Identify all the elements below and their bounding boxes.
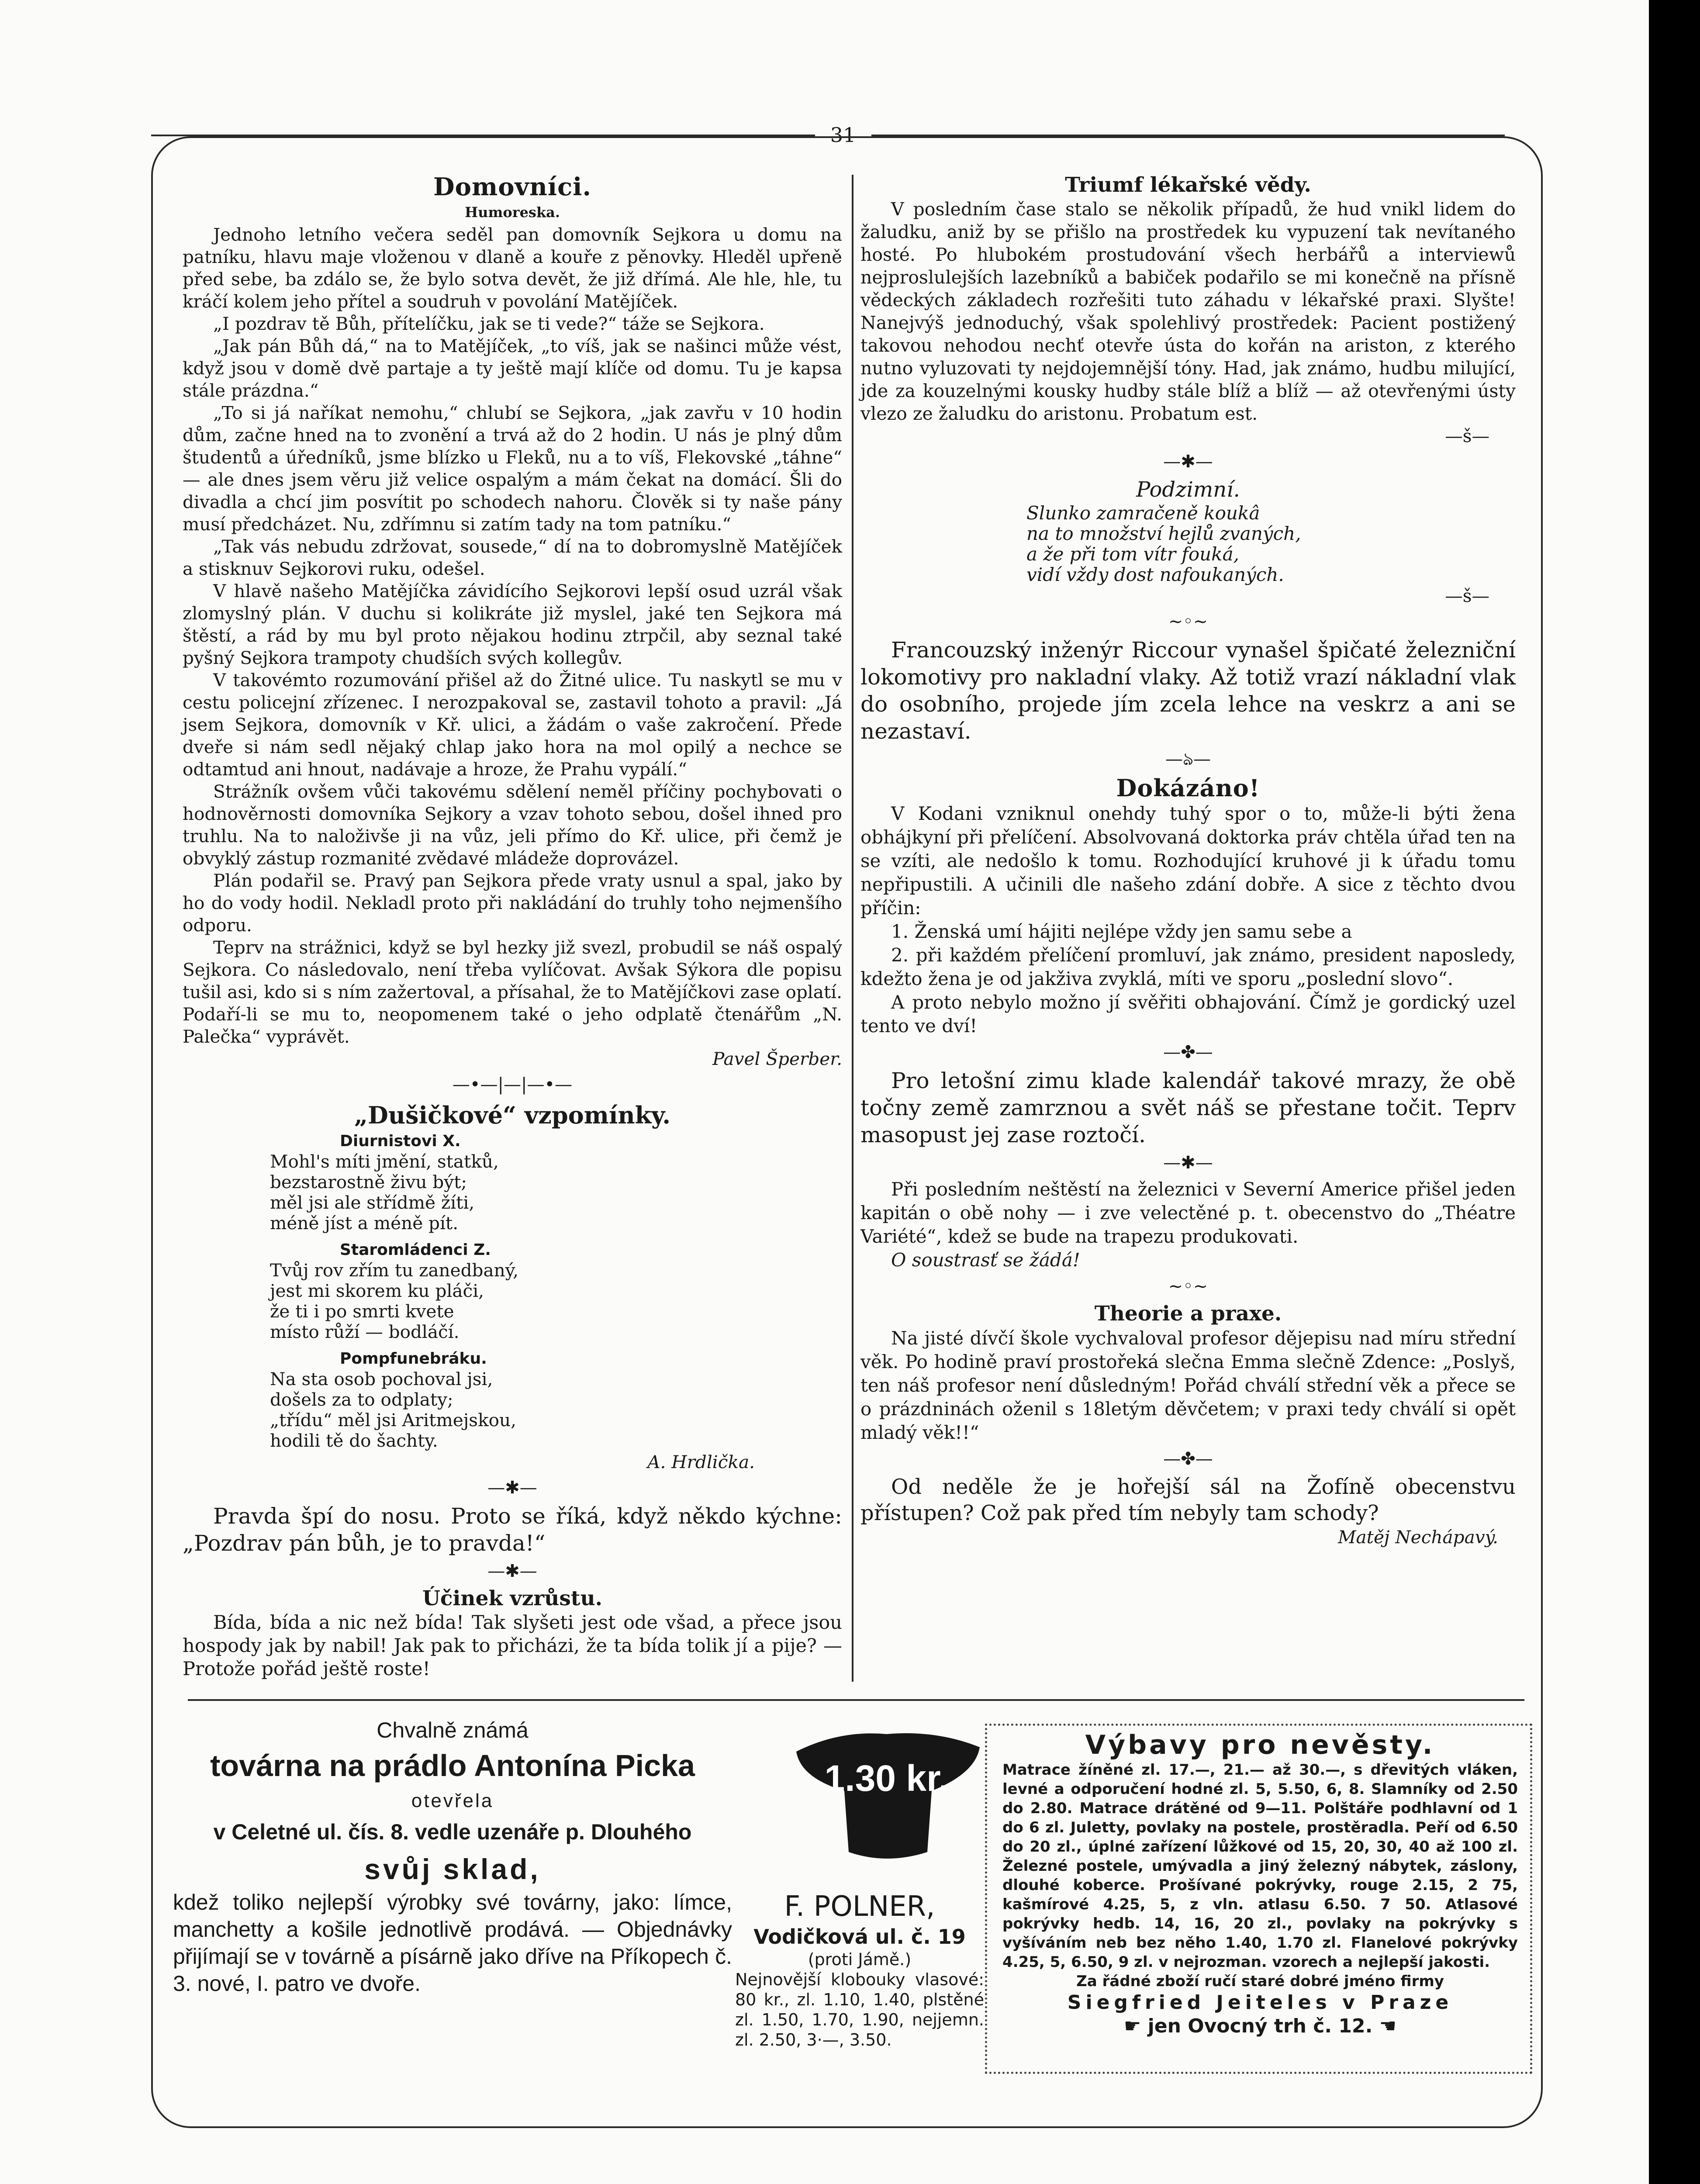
ad-body: kdež toliko nejlepší výrobky své továrny, jako: límce, manchetty a košile jednotlivě prodává. — Objednávky přijímají se v továrně a písárně jako dříve na Příkopech č. 3. nové, I. patro ve dvoře.: [173, 1890, 732, 1996]
ad-name: F. POLNER,: [784, 1890, 935, 1923]
paragraph-triumf: V posledním čase stalo se několik případů, že hud vnikl lidem do žaludku, aniž by se přišlo na prostředek ku vypuzení tak nevítaného hosté. Po hlubokém prostudování všech herbářů a interviewů nejproslulejších lazebníků a babiček podařilo se mi konečně na přísně vědeckých základech rozřešiti tuto záhadu v lékařské praxi. Slyšte! Nanejvýš jednoduchý, však spolehlivý prostředek: Pacient postižený takovou nehodou nechť otevře ústa do kořán na ariston, z kterého nutno vyluzovati ty nejdojemnější tóny. Had, jak známo, hudbu milující, jde za kouzelnými kousky hudby stále blíž a blíž — až otevřenými ústy vlezo ze žaludku do aristonu. Probatum est.: [860, 199, 1516, 424]
poem-heading: Pompfunebráku.: [340, 1350, 487, 1368]
ad-address: Vodičková ul. č. 19: [753, 1925, 966, 1949]
paragraph-zima: Pro letošní zimu klade kalendář takové mrazy, že obě točny země zamrznou a svět náš se přestane točit. Teprv masopust jej zase roztočí.: [860, 1068, 1516, 1147]
poem-line: méně jíst a méně pít.: [270, 1213, 459, 1234]
ad-jeiteles: [1002, 1730, 1518, 2038]
signature: Pavel Šperber.: [712, 1048, 842, 1069]
ornament: —✤—: [1163, 1449, 1213, 1469]
ornament: ~◦~: [1168, 612, 1208, 632]
column-divider: [852, 175, 853, 1682]
paragraph-pravda: Pravda špí do nosu. Proto se říká, když někdo kýchne: „Pozdrav pán bůh, je to pravda!“: [183, 1503, 842, 1556]
ad-address2: (proti Jámě.): [808, 1950, 912, 1969]
poem-signature: A. Hrdlička.: [647, 1451, 755, 1472]
poem-heading: Diurnistovi X.: [340, 1132, 461, 1150]
article-title-ucinek: Účinek vzrůstu.: [422, 1586, 603, 1610]
poem-line: na to množství hejlů zvaných,: [1026, 523, 1301, 544]
article-subtitle: Humoreska.: [465, 204, 560, 221]
ad-line: Chvalně známá: [377, 1718, 529, 1742]
ad-line: svůj sklad,: [364, 1853, 541, 1885]
ad-body: Matrace žíněné zl. 17.—, 21.— až 30.—, s dřevitých vláken, levné a odporučení hodné zl. 5, 5.50, 6, 8. Slamníky od 2.50 do 2.80. Matrace drátěné od 9—11. Polštáře podhlavní od 1 do 6 zl. Juletty, povlaky na postele, prostěradla. Peří od 6.50 do 20 zl., úplné zařízení lůžkové od 15, 20, 30, 40 až 100 zl. Železné postele, umývadla a jiný železný nábytek, záslony, dlouhé koberce. Prošívané pokrývky, rouge 2.15, 2 75, kašmírové 4.25, 5, z vln. atlasu 6.50. 7 50. Atlasové pokrývky hedb. 14, 16, 20 zl., povlaky na pokrývky s vyšíváním neb bez něho 1.40, 1.70 zl. Flanelové pokrývky 4.25, 5, 6.50, 9 zl. v nejrozman. vzorech a nejlepší jakosti.: [1002, 1761, 1518, 1971]
ornament: —✱—: [487, 1478, 537, 1498]
poem-line: Na sta osob pochoval jsi,: [270, 1368, 493, 1389]
ad-title: Výbavy pro nevěsty.: [1085, 1730, 1435, 1760]
paragraph-riccour: Francouzský inženýr Riccour vynašel špičaté železniční lokomotivy pro nakladní vlaky. Až totiž vrazí nákladní vlak do osobního, projede jím zcela lehce na veskrz a ani se nezastaví.: [860, 637, 1516, 744]
paragraph: Strážník ovšem vůči takovému sdělení neměl příčiny pochybovati o hodnověrnosti domovníka Sejkory a vzav tohoto sebou, došel ihned pro truhlu. Na to naloživše ji na vůz, jeli přímo do Kř. ulice, při čemž je obvyklý zástup rozmanité zvědavé mládeže doprovázel.: [183, 781, 842, 869]
paragraph-ucinek: Bída, bída a nic než bída! Tak slyšeti jest ode všad, a přece jsou hospody jak by nabil! Jak pak to přicházi, že ta bída tolik jí a pije? — Protože pořád ještě roste!: [183, 1612, 842, 1680]
reason-item: 1. Ženská umí hájiti nejlépe vždy jen samu sebe a: [891, 921, 1352, 942]
ad-line: v Celetné ul. čís. 8. vedle uzenáře p. Dlouhého: [213, 1820, 692, 1844]
poem-line: vidí vždy dost nafoukaných.: [1026, 564, 1284, 585]
right-column: [860, 173, 1516, 1548]
paragraph: „Tak vás nebudu zdržovat, sousede,“ dí na to dobromyslně Matějíček a stisknuv Sejkorovi ruku, odešel.: [183, 536, 842, 579]
ad-headline: továrna na prádlo Antonína Picka: [210, 1749, 695, 1783]
paragraph: V hlavě našeho Matějíčka závidícího Sejkorovi lepší osud uzrál však zlomyslný plán. V duchu si kolikráte již myslel, jaké ten Sejkora má štěstí, a rád by mu byl proto nějakou hodinu ztrpčil, aby seznal také pyšný Sejkora trampoty chudších svých kollegův.: [183, 581, 842, 668]
ad-line: ☛ jen Ovocný trh č. 12. ☚: [1123, 2015, 1397, 2037]
ad-line: otevřela: [411, 1790, 494, 1811]
paragraph: Jednoho letního večera seděl pan domovník Sejkora u domu na patníku, hlavu maje vloženou v dlaně a kouře z pěnovky. Hleděl upřeně před sebe, ba zdálo se, že bylo sotva devět, že již dřímá. Ale hle, hle, tu kráčí kolem jeho přítel a soudruh v povolání Matějíček.: [183, 224, 842, 312]
ornament: —✱—: [487, 1561, 537, 1581]
paragraph: Plán podařil se. Pravý pan Sejkora přede vraty usnul a spal, jako by ho do vody hodil. Nekladl proto při nakládání do truhly toho nejmenšího odporu.: [183, 870, 842, 936]
poem-2: [270, 1240, 842, 1342]
paragraph-dokazano-end: A proto nebylo možno jí svěřiti obhajování. Čímž je gordický uzel tento ve dví!: [860, 992, 1516, 1037]
poem-heading: Staromládenci Z.: [340, 1241, 491, 1259]
poem-line: jest mi skorem ku pláči,: [270, 1280, 484, 1301]
hat-price: 1.30 kr.: [824, 1758, 949, 1799]
poem-podzimni: [1026, 503, 1516, 585]
signature: —š—: [1445, 585, 1489, 606]
poem-line: měl jsi ale střídmě žíti,: [270, 1192, 475, 1213]
paragraph-amerika: Při posledním neštěstí na železnici v Severní Americe přišel jeden kapitán o obě nohy — i zve velectěné p. t. obecenstvo do „Théatre Variété“, kdež se bude na trapezu produkovati.: [860, 1178, 1516, 1247]
paragraph-soustrast: O soustrasť se žádá!: [891, 1249, 1080, 1271]
ad-firm: Siegfried Jeiteles v Praze: [1067, 1991, 1453, 2014]
article-title-theorie: Theorie a praxe.: [1094, 1302, 1282, 1326]
ornament: ~◦~: [1168, 1276, 1208, 1296]
ads-top-rule: [188, 1699, 1524, 1701]
signature: —š—: [1445, 425, 1489, 446]
poem-line: Slunko zamračeně koukâ: [1026, 502, 1260, 524]
poem-3: [270, 1348, 842, 1451]
paragraph: „To si já naříkat nemohu,“ chlubí se Sejkora, „jak zavřu v 10 hodin dům, začne hned na to zvonění a trvá až do 2 hodin. U nás je plný dům študentů a úředníků, jsme blízko u Fleků, nu a to víš, Flekovské „táhne“ — ale dnes jsem věru již velice ospalým a mám čekat na domácí. Šli do divadla a chcí jim posvítit po schodech nahoru. Člověk si ty naše pány musí předcházet. Nu, zdřímnu si zatím tady na tom patníku.“: [183, 402, 842, 535]
paragraph-zofin: Od neděle že je hořejší sál na Žofíně obecenstvu přístupen? Což pak před tím nebyly tam schody?: [860, 1475, 1516, 1525]
page-number: 31: [830, 123, 856, 147]
article-title-dokazano: Dokázáno!: [1116, 774, 1260, 802]
ad-polner: [735, 1889, 984, 2050]
ornament: —•—|—|—•—: [452, 1075, 573, 1095]
hat-illustration: [788, 1721, 986, 1883]
article-title-dusickove: „Dušičkové“ vzpomínky.: [354, 1101, 671, 1129]
ad-line: Za řádné zboží ručí staré dobré jméno firmy: [1076, 1973, 1444, 1990]
poem-line: že ti i po smrti kvete: [270, 1301, 454, 1322]
poem-1: [270, 1131, 842, 1234]
article-title-domovnici: Domovníci.: [433, 173, 591, 201]
paragraph: V takovémto rozumování přišel až do Žitné ulice. Tu naskytl se mu v cestu policejní zřízenec. I nerozpakoval se, zastavil tohoto a pravil: „Já jsem Sejkora, domovník v Kř. ulici, a žádám o vaše zakročení. Přede dveře si nám sedl nějaký chlap jako hora na mol opilý a nechce se odtamtud ani hnout, nadávaje a hroze, že Prahu vypálí.“: [183, 670, 842, 780]
paragraph: Teprv na strážnici, když se byl hezky již svezl, probudil se náš ospalý Sejkora. Co následovalo, není třeba vylíčovat. Avšak Sýkora dle popisu tušil asi, kdo si s ním zažertoval, a přísahal, že to Matějíčkovi zase oplatí. Podaří-li se mu to, neopomenem také o jeho odplatě čtenářům „N. Palečka“ vyprávět.: [183, 937, 842, 1047]
left-column: [183, 173, 842, 1681]
ad-body: Nejnovější klobouky vlasové: 80 kr., zl. 1.10, 1.40, plstěné zl. 1.50, 1.70, 1.90, nejjemn. zl. 2.50, 3·—, 3.50.: [735, 1970, 984, 2049]
poem-line: a že při tom vítr fouká,: [1026, 543, 1239, 565]
signature: Matěj Nechápavý.: [1338, 1527, 1498, 1548]
poem-line: „třídu“ měl jsi Aritmejskou,: [270, 1410, 516, 1431]
ornament: —✱—: [1163, 452, 1213, 472]
poem-line: hodili tě do šachty.: [270, 1430, 438, 1451]
poem-line: Tvůj rov zřím tu zanedbaný,: [270, 1260, 519, 1281]
paragraph-dokazano: V Kodani vzniknul onehdy tuhý spor o to, může-li býti žena obhájkyní při přelíčení. Absolvovaná doktorka práv chtěla úřad ten na se vzíti, ale nedošlo k tomu. Rozhodující kruhové ji k úřadu tomu nepřipustili. A učinili dle našeho zdání dobře. A sice z těchto dvou příčin:: [860, 803, 1516, 919]
article-title-triumf: Triumf lékařské vědy.: [1065, 173, 1311, 197]
ornament: —✤—: [1163, 1042, 1213, 1062]
poem-title-podzimni: Podzimní.: [1136, 477, 1240, 502]
paragraph-theorie: Na jisté dívčí škole vychvaloval profesor dějepisu nad míru střední věk. Po hodině praví prostořeká slečna Emma slečně Zdence: „Poslyš, ten náš profesor není důsledným! Pořád chválí střední věk a přece se o prázdninách oženil s 18letým děvčetem; v praxi tedy chválí si opět mladý věk!!“: [860, 1327, 1516, 1443]
ornament: —ঌ—: [1165, 749, 1211, 769]
paragraph: „I pozdrav tě Bůh, přítelíčku, jak se ti vede?“ táže se Sejkora.: [213, 313, 765, 334]
poem-line: došels za to odplaty;: [270, 1389, 453, 1410]
ornament: —✱—: [1163, 1153, 1213, 1173]
poem-line: místo růží — bodláčí.: [270, 1321, 460, 1342]
paragraph: „Jak pán Bůh dá,“ na to Matějíček, „to víš, jak se našinci může vést, když jsou v domě dvě partaje a ty ještě mají klíče od domu. Tu je kapsa stále prázdna.“: [183, 335, 842, 401]
reason-item: 2. při každém přelíčení promluví, jak známo, president naposledy, kdežto žena je od jakživa zvyklá, míti ve sporu „poslední slovo“.: [860, 944, 1516, 989]
poem-line: bezstarostně živu být;: [270, 1171, 467, 1192]
ad-picka: [173, 1717, 732, 1997]
poem-line: Mohl's míti jmění, statků,: [270, 1151, 499, 1172]
